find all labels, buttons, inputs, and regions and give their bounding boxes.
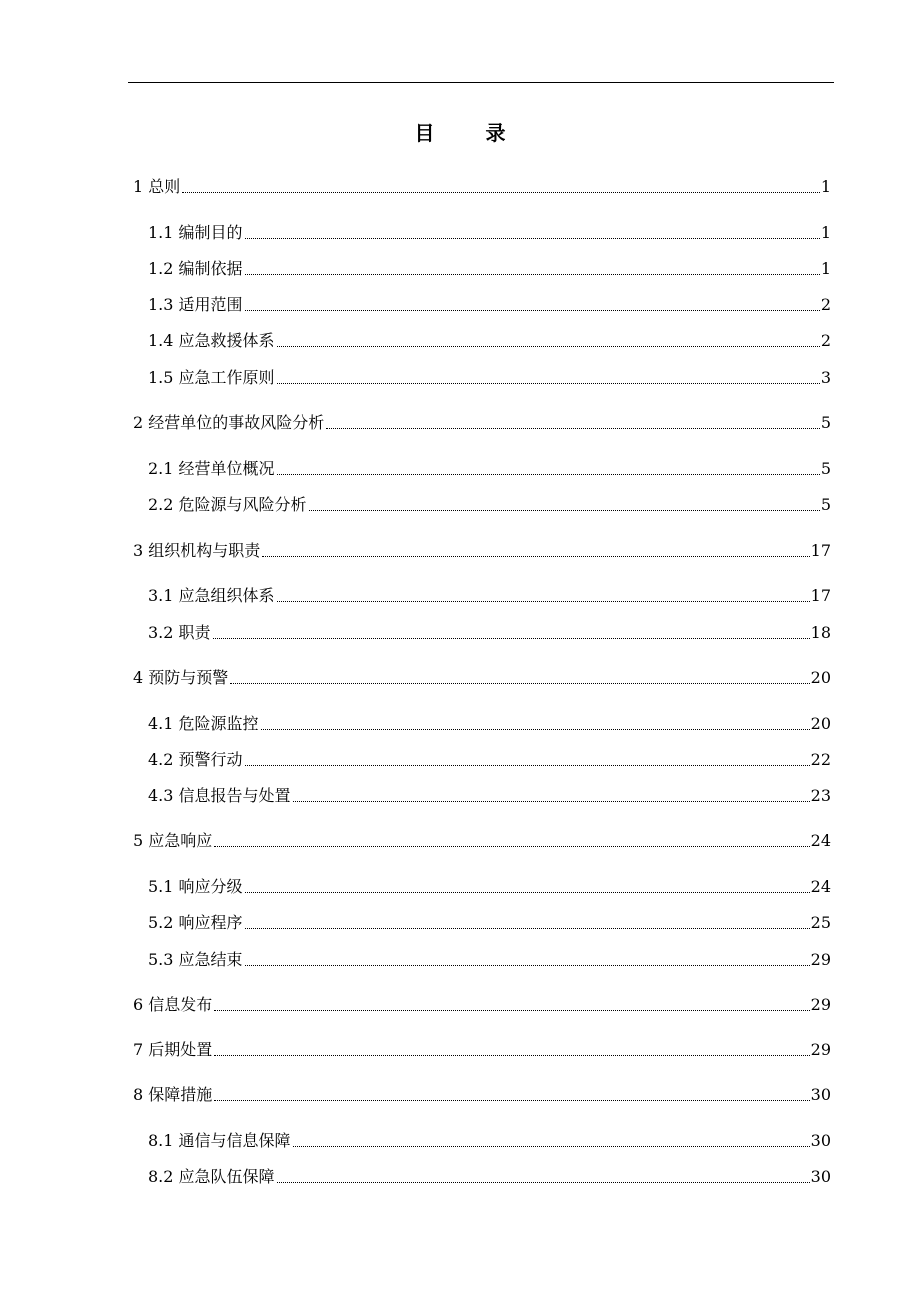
- toc-entry-label: 3 组织机构与职责: [133, 541, 261, 560]
- toc-dot-leader: [277, 1182, 810, 1183]
- toc-entry-page: 29: [810, 950, 831, 969]
- toc-entry[interactable]: [148, 874, 831, 898]
- toc-entry-label: 8.2 应急队伍保障: [148, 1167, 275, 1186]
- toc-title: 目 录: [414, 121, 528, 145]
- toc-dot-leader: [245, 892, 810, 893]
- toc-dot-leader: [293, 1146, 810, 1147]
- toc-entry-page: 30: [810, 1085, 831, 1104]
- toc-dot-leader: [245, 928, 810, 929]
- toc-entry[interactable]: [148, 292, 831, 316]
- toc-dot-leader: [245, 765, 810, 766]
- toc-entry-page: 1: [820, 259, 831, 278]
- toc-entry-label: 1.3 适用范围: [148, 295, 243, 314]
- toc-dot-leader: [277, 346, 820, 347]
- toc-dot-leader: [262, 556, 809, 557]
- toc-entry-label: 7 后期处置: [133, 1040, 213, 1059]
- toc-dot-leader: [245, 238, 820, 239]
- toc-entry-page: 24: [810, 877, 831, 896]
- toc-entry[interactable]: [133, 665, 831, 689]
- toc-entry-page: 2: [820, 331, 831, 350]
- toc-entry-label: 3.1 应急组织体系: [148, 586, 275, 605]
- toc-entry-label: 4.1 危险源监控: [148, 714, 259, 733]
- toc-entry-page: 25: [810, 913, 831, 932]
- toc-entry[interactable]: [148, 747, 831, 771]
- toc-entry[interactable]: [148, 711, 831, 735]
- toc-entry-page: 20: [810, 668, 831, 687]
- toc-entry-page: 22: [810, 750, 831, 769]
- toc-entry-page: 5: [820, 495, 831, 514]
- toc-dot-leader: [309, 510, 820, 511]
- toc-entry[interactable]: [148, 456, 831, 480]
- toc-entry[interactable]: [148, 1128, 831, 1152]
- toc-entry[interactable]: [133, 538, 831, 562]
- toc-entry[interactable]: [148, 620, 831, 644]
- toc-dot-leader: [245, 310, 820, 311]
- toc-entry-page: 5: [820, 413, 831, 432]
- toc-entry-label: 4.2 预警行动: [148, 750, 243, 769]
- toc-entry-label: 1.5 应急工作原则: [148, 368, 275, 387]
- toc-entry[interactable]: [148, 783, 831, 807]
- toc-entry-page: 30: [810, 1131, 831, 1150]
- toc-entry-label: 5.1 响应分级: [148, 877, 243, 896]
- toc-entry[interactable]: [148, 492, 831, 516]
- toc-entry[interactable]: [133, 828, 831, 852]
- toc-entry[interactable]: [148, 583, 831, 607]
- toc-dot-leader: [182, 192, 820, 193]
- toc-entry[interactable]: [133, 992, 831, 1016]
- toc-entry-label: 8 保障措施: [133, 1085, 213, 1104]
- header-rule: [128, 82, 834, 83]
- toc-entry[interactable]: [133, 1037, 831, 1061]
- toc-entry-label: 2.1 经营单位概况: [148, 459, 275, 478]
- toc-entry-label: 1 总则: [133, 177, 181, 196]
- toc-entry-label: 5.2 响应程序: [148, 913, 243, 932]
- toc-entry[interactable]: [133, 1082, 831, 1106]
- toc-dot-leader: [277, 601, 810, 602]
- toc-dot-leader: [277, 383, 820, 384]
- toc-entry-label: 6 信息发布: [133, 995, 213, 1014]
- toc-entry-page: 1: [820, 177, 831, 196]
- toc-entry-label: 1.2 编制依据: [148, 259, 243, 278]
- toc-entry[interactable]: [148, 256, 831, 280]
- toc-dot-leader: [214, 846, 809, 847]
- toc-entry-page: 23: [810, 786, 831, 805]
- toc-entry-label: 2 经营单位的事故风险分析: [133, 413, 325, 432]
- toc-entry[interactable]: [133, 174, 831, 198]
- toc-dot-leader: [293, 801, 810, 802]
- toc-dot-leader: [214, 1055, 809, 1056]
- toc-entry-page: 18: [810, 623, 831, 642]
- toc-entry-label: 2.2 危险源与风险分析: [148, 495, 307, 514]
- toc-entry[interactable]: [148, 365, 831, 389]
- toc-dot-leader: [214, 1010, 809, 1011]
- toc-entry-page: 29: [810, 1040, 831, 1059]
- toc-entry-label: 4.3 信息报告与处置: [148, 786, 291, 805]
- toc-entry-page: 3: [820, 368, 831, 387]
- toc-entry-page: 17: [810, 586, 831, 605]
- toc-entry-label: 5.3 应急结束: [148, 950, 243, 969]
- toc-entry-label: 4 预防与预警: [133, 668, 229, 687]
- toc-entry-page: 24: [810, 831, 831, 850]
- toc-entry-page: 2: [820, 295, 831, 314]
- toc-dot-leader: [245, 274, 820, 275]
- toc-entry-page: 1: [820, 223, 831, 242]
- toc-dot-leader: [245, 965, 810, 966]
- toc-entry-label: 3.2 职责: [148, 623, 211, 642]
- toc-entry[interactable]: [148, 220, 831, 244]
- toc-entry-page: 20: [810, 714, 831, 733]
- toc-entry[interactable]: [148, 328, 831, 352]
- toc-entry[interactable]: [148, 947, 831, 971]
- toc-dot-leader: [326, 428, 820, 429]
- toc-entry[interactable]: [133, 410, 831, 434]
- toc-entry[interactable]: [148, 1164, 831, 1188]
- toc-entry-label: 8.1 通信与信息保障: [148, 1131, 291, 1150]
- toc-entry-page: 30: [810, 1167, 831, 1186]
- toc-entry-label: 1.1 编制目的: [148, 223, 243, 242]
- toc-entry-label: 1.4 应急救援体系: [148, 331, 275, 350]
- toc-entry-label: 5 应急响应: [133, 831, 213, 850]
- toc-entry-page: 5: [820, 459, 831, 478]
- toc-entry-page: 29: [810, 995, 831, 1014]
- toc-entry[interactable]: [148, 910, 831, 934]
- toc-dot-leader: [213, 638, 810, 639]
- toc-dot-leader: [261, 729, 810, 730]
- toc-dot-leader: [230, 683, 809, 684]
- toc-entry-page: 17: [810, 541, 831, 560]
- toc-dot-leader: [277, 474, 820, 475]
- toc-dot-leader: [214, 1100, 809, 1101]
